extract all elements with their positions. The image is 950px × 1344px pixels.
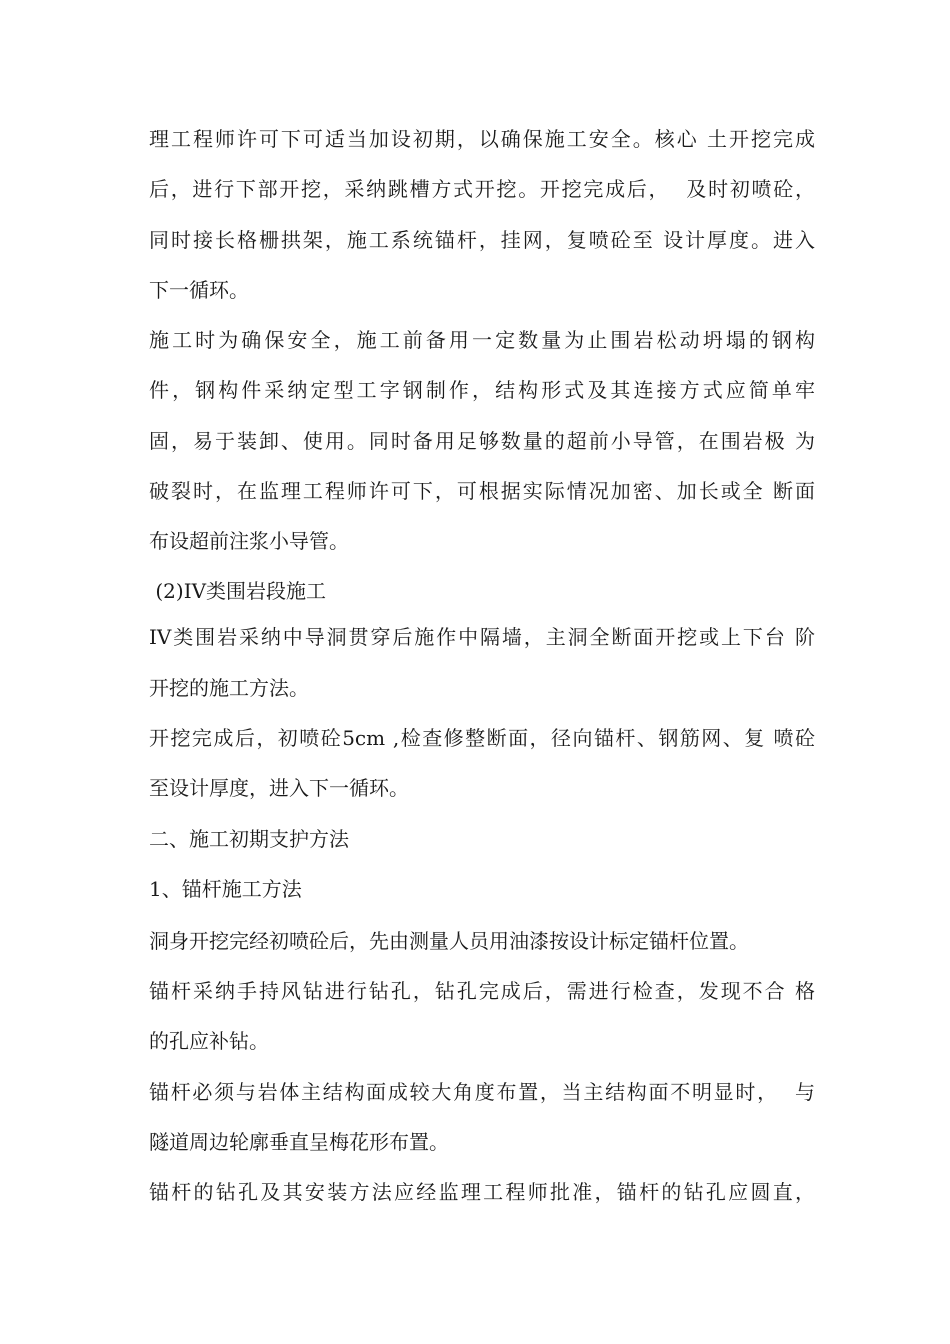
paragraph-line: 的孔应补钻。 bbox=[149, 1029, 269, 1053]
paragraph-line: 开挖完成后，初喷砼5cm ,检查修整断面，径向锚杆、钢筋网、复 喷砼 bbox=[149, 726, 815, 750]
section-heading: 1、锚杆施工方法 bbox=[149, 877, 302, 901]
paragraph-line: 锚杆的钻孔及其安装方法应经监理工程师批准，锚杆的钻孔应圆直， bbox=[149, 1180, 815, 1204]
paragraph-line: 洞身开挖完经初喷砼后，先由测量人员用油漆按设计标定锚杆位置。 bbox=[149, 929, 749, 953]
section-heading: 二、施工初期支护方法 bbox=[149, 827, 349, 851]
section-heading: (2)IV类围岩段施工 bbox=[149, 579, 327, 603]
paragraph-line: 后，进行下部开挖，采纳跳槽方式开挖。开挖完成后， 及时初喷砼， bbox=[149, 177, 815, 201]
paragraph-line: 下一循环。 bbox=[149, 278, 249, 302]
paragraph-line: 开挖的施工方法。 bbox=[149, 676, 309, 700]
paragraph-line: 隧道周边轮廓垂直呈梅花形布置。 bbox=[149, 1130, 449, 1154]
paragraph-line: 件，钢构件采纳定型工字钢制作，结构形式及其连接方式应简单牢 bbox=[149, 378, 815, 402]
paragraph-line: 施工时为确保安全，施工前备用一定数量为止围岩松动坍塌的钢构 bbox=[149, 328, 815, 352]
paragraph-line: IV类围岩采纳中导洞贯穿后施作中隔墙，主洞全断面开挖或上下台 阶 bbox=[149, 625, 815, 649]
paragraph-line: 锚杆采纳手持风钻进行钻孔，钻孔完成后，需进行检查，发现不合 格 bbox=[149, 979, 815, 1003]
paragraph-line: 布设超前注浆小导管。 bbox=[149, 529, 349, 553]
paragraph-line: 破裂时，在监理工程师许可下，可根据实际情况加密、加长或全 断面 bbox=[149, 479, 815, 503]
paragraph-line: 固，易于装卸、使用。同时备用足够数量的超前小导管，在围岩极 为 bbox=[149, 429, 815, 453]
paragraph-line: 同时接长格栅拱架，施工系统锚杆，挂网，复喷砼至 设计厚度。进入 bbox=[149, 228, 815, 252]
paragraph-line: 理工程师许可下可适当加设初期，以确保施工安全。核心 土开挖完成 bbox=[149, 127, 815, 151]
paragraph-line: 至设计厚度，进入下一循环。 bbox=[149, 776, 409, 800]
paragraph-line: 锚杆必须与岩体主结构面成较大角度布置，当主结构面不明显时， 与 bbox=[149, 1080, 815, 1104]
